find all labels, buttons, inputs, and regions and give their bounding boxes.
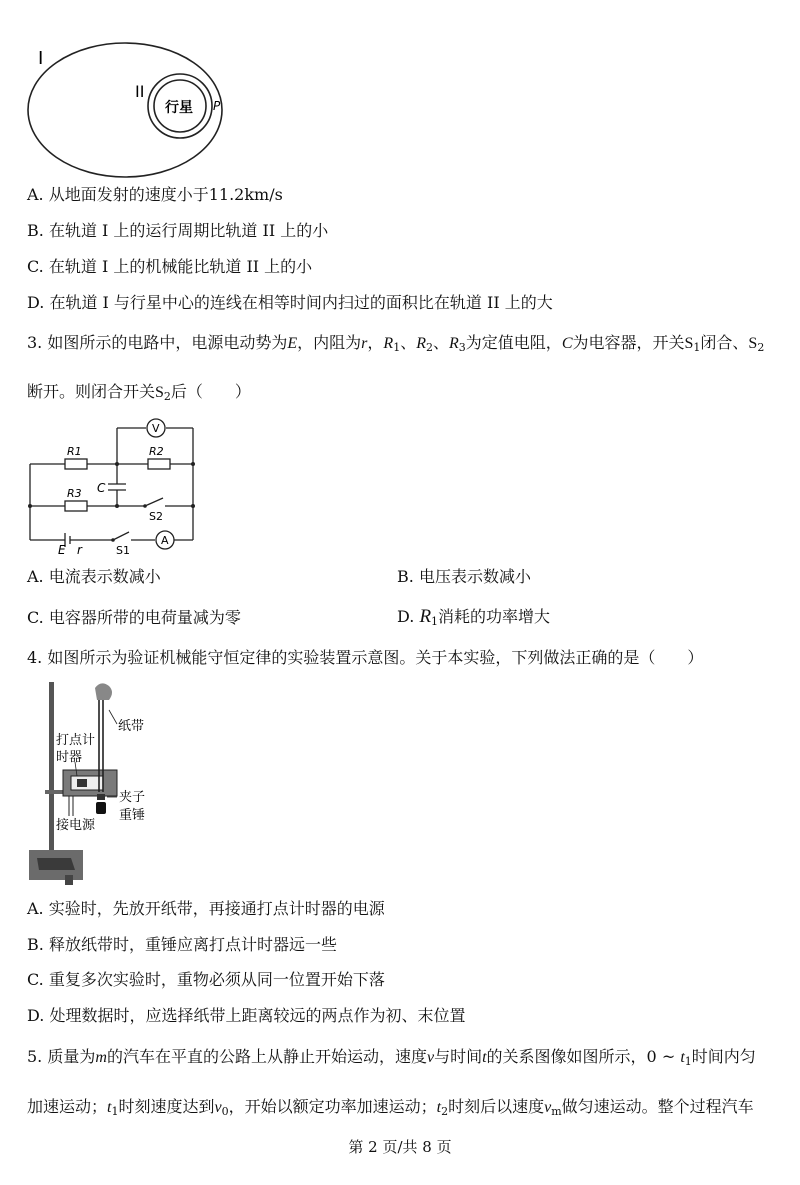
q3-option-d: D. $R_1$消耗的功率增大 — [397, 606, 551, 628]
q3-stem-line1: 3. 如图所示的电路中，电源电动势为E，内阻为r，$R_1$、$R_2$、$R_3$为定值电阻，C为电容器，开关$S_1$闭合、$S_2$ — [27, 333, 765, 354]
label-a: A — [161, 534, 169, 547]
q3-stem-line2: 断开。则闭合开关$S_2$后（ ） — [27, 382, 251, 403]
q4-stem: 4. 如图所示为验证机械能守恒定律的实验装置示意图。关于本实验，下列做法正确的是（ ） — [27, 648, 704, 667]
label-weight: 重锤 — [119, 808, 146, 823]
q4-option-a: A. 实验时，先放开纸带，再接通打点计时器的电源 — [27, 899, 385, 918]
label-e: E — [58, 543, 66, 557]
label-r: r — [77, 543, 82, 557]
q3-option-b: B. 电压表示数减小 — [397, 567, 531, 586]
orbit-II-label: II — [135, 82, 145, 101]
resistor-r3 — [65, 501, 87, 511]
page-footer: 第 2 页/共 8 页 — [348, 1138, 452, 1156]
q5-line1: 5. 质量为m的汽车在平直的公路上从静止开始运动，速度v与时间t的关系图像如图所示，0 ~ $t_1$时间内匀 — [27, 1047, 756, 1068]
point-P-label: P — [213, 99, 221, 113]
label-power: 接电源 — [56, 818, 96, 833]
q2-option-b: B. 在轨道 I 上的运行周期比轨道 II 上的小 — [27, 221, 329, 240]
label-timer-2: 时器 — [56, 750, 83, 765]
orbit-figure — [25, 40, 225, 180]
q3-option-c: C. 电容器所带的电荷量减为零 — [27, 608, 241, 627]
q4-option-c: C. 重复多次实验时，重物必须从同一位置开始下落 — [27, 970, 385, 989]
q2-option-a: A. 从地面发射的速度小于11.2km/s — [27, 185, 283, 204]
q2-option-d: D. 在轨道 I 与行星中心的连线在相等时间内扫过的面积比在轨道 II 上的大 — [27, 293, 553, 312]
label-clip: 夹子 — [119, 790, 146, 805]
circuit-figure — [25, 418, 210, 558]
label-s1: S1 — [116, 544, 130, 557]
label-r1: R1 — [67, 445, 82, 458]
label-r3: R3 — [67, 487, 82, 500]
q3-option-a: A. 电流表示数减小 — [27, 567, 161, 586]
q2-option-c: C. 在轨道 I 上的机械能比轨道 II 上的小 — [27, 257, 313, 276]
label-tape: 纸带 — [118, 719, 145, 734]
q4-option-b: B. 释放纸带时，重锤应离打点计时器远一些 — [27, 935, 337, 954]
q5-line2: 加速运动；$t_1$时刻速度达到$v_0$，开始以额定功率加速运动；$t_2$时刻后以速度$v_m$做匀速运动。整个过程汽车 — [27, 1097, 754, 1118]
label-r2: R2 — [149, 445, 164, 458]
resistor-r1 — [65, 459, 87, 469]
apparatus-figure — [25, 680, 165, 885]
label-s2: S2 — [149, 510, 163, 523]
q4-option-d: D. 处理数据时，应选择纸带上距离较远的两点作为初、末位置 — [27, 1006, 466, 1025]
label-c: C — [97, 481, 106, 495]
label-timer-1: 打点计 — [56, 733, 96, 748]
resistor-r2 — [148, 459, 170, 469]
label-v: V — [152, 422, 160, 435]
orbit-I-label: I — [38, 48, 44, 69]
planet-label: 行星 — [165, 100, 193, 116]
